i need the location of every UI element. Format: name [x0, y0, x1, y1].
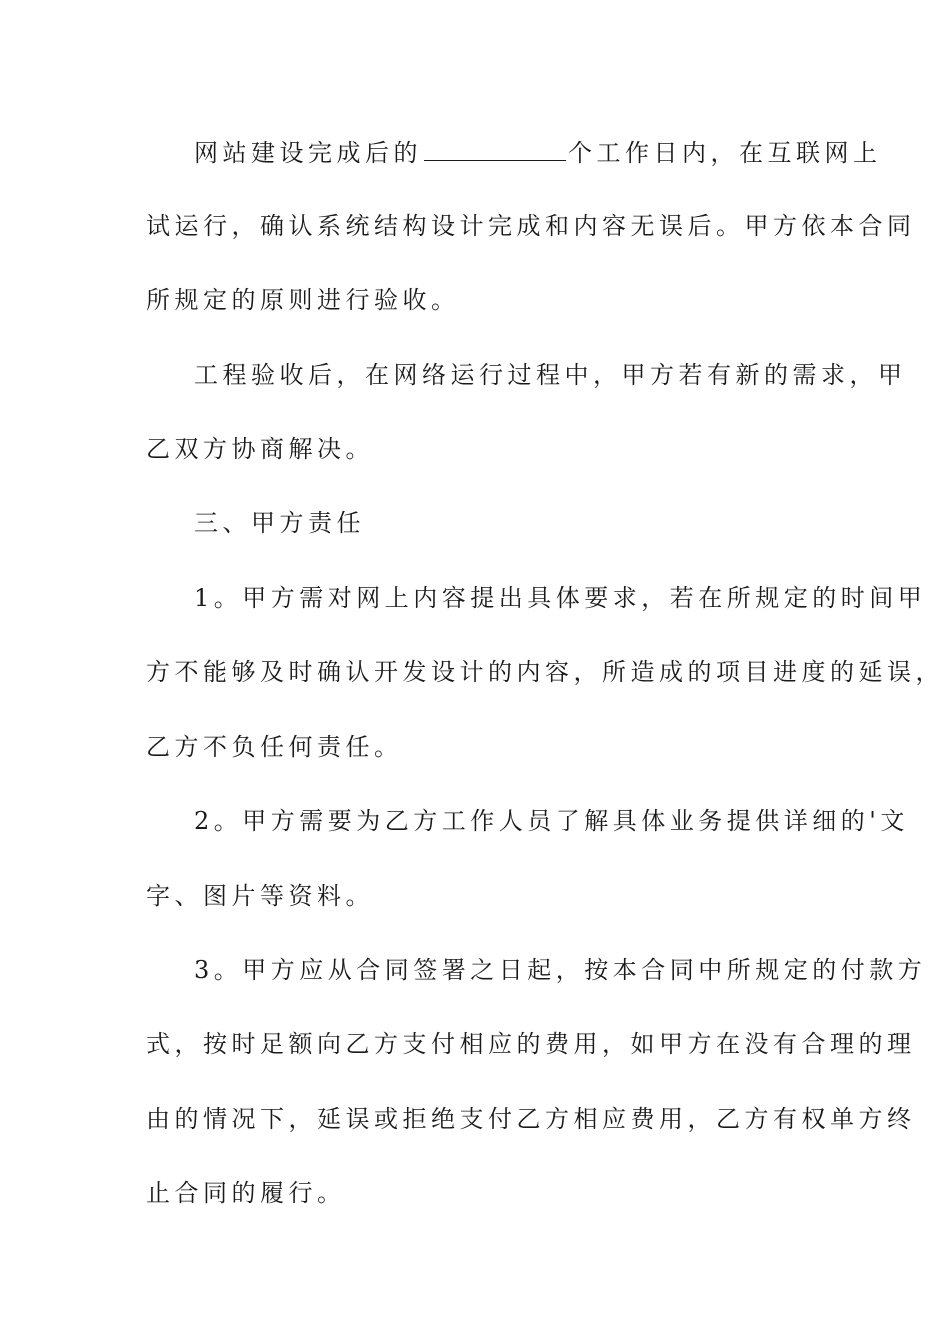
fill-in-blank — [424, 138, 566, 161]
item-3-line-3: 由的情况下，延误或拒绝支付乙方相应费用，乙方有权单方终 — [146, 1105, 916, 1133]
paragraph-2-line-2: 乙双方协商解决。 — [146, 435, 374, 463]
item-3-line-2: 式，按时足额向乙方支付相应的费用，如甲方在没有合理的理 — [146, 1030, 916, 1058]
item-1-line-2: 方不能够及时确认开发设计的内容，所造成的项目进度的延误， — [146, 658, 944, 686]
item-3-line-4: 止合同的履行。 — [146, 1179, 346, 1207]
item-1-line-3: 乙方不负任何责任。 — [146, 733, 403, 761]
section-heading: 三、甲方责任 — [194, 509, 365, 537]
item-2-line-1: 2。甲方需要为乙方工作人员了解具体业务提供详细的'文 — [194, 807, 909, 835]
paragraph-2-line-1: 工程验收后，在网络运行过程中，甲方若有新的需求，甲 — [194, 361, 907, 389]
item-2-line-2: 字、图片等资料。 — [146, 882, 374, 910]
paragraph-1-line-1 — [194, 137, 882, 169]
paragraph-1-text-before-blank: 网站建设完成后的 — [194, 139, 422, 167]
paragraph-1-text-after-blank: 个工作日内，在互联网上 — [568, 139, 882, 167]
item-3-line-1: 3。甲方应从合同签署之日起，按本合同中所规定的付款方 — [194, 956, 927, 984]
paragraph-1-line-2: 试运行，确认系统结构设计完成和内容无误后。甲方依本合同 — [146, 212, 916, 240]
item-1-line-1: 1。甲方需对网上内容提出具体要求，若在所规定的时间甲 — [194, 584, 927, 612]
paragraph-1-line-3: 所规定的原则进行验收。 — [146, 286, 460, 314]
